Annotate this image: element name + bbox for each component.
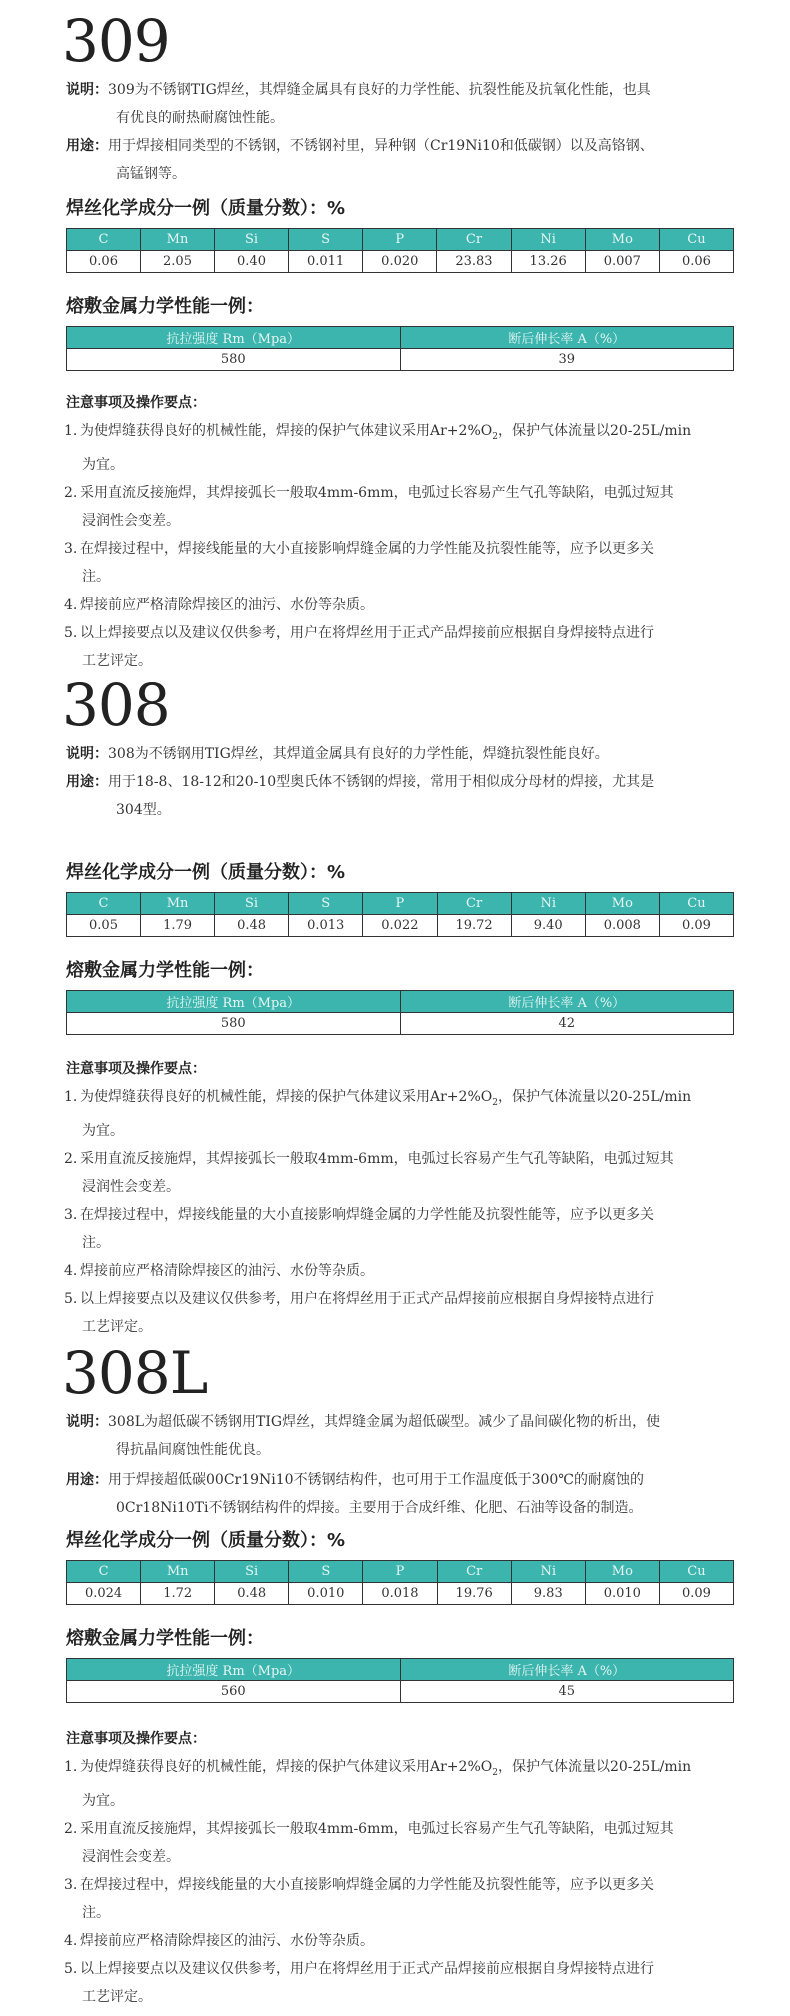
note-number: 2. [64,1150,78,1167]
description-text-1: 309为不锈钢TIG焊丝，其焊缝金属具有良好的力学性能、抗裂性能及抗氧化性能，也具 [108,82,651,98]
table-header-cell: 抗拉强度 Rm（Mpa） [67,991,401,1013]
table-header-cell: 抗拉强度 Rm（Mpa） [67,1659,401,1681]
description-label: 说明： [66,1414,108,1430]
table-header-row [67,229,734,251]
note-text: 在焊接过程中，焊接线能量的大小直接影响焊缝金属的力学性能及抗裂性能等，应予以更多关 [80,540,654,557]
note-text: 以上焊接要点以及建议仅供参考，用户在将焊丝用于正式产品焊接前应根据自身焊接特点进行 [80,1290,654,1307]
note-subscript: 2 [492,1767,498,1778]
note-number: 4. [64,1262,78,1279]
table-header-cell: Mo [585,893,659,915]
table-header-row [67,893,734,915]
usage-text-1: 用于焊接相同类型的不锈钢，不锈钢衬里，异种钢（Cr19Ni10和低碳钢）以及高铬钢、 [108,138,654,154]
table-cell: 42 [400,1013,734,1035]
table-cell: 45 [400,1681,734,1703]
table-cell: 0.007 [585,251,659,273]
note-text: 采用直流反接施焊，其焊接弧长一般取4mm-6mm，电弧过长容易产生气孔等缺陷，电弧过短其 [80,484,674,501]
table-cell: 0.48 [215,915,289,937]
table-cell: 0.008 [585,915,659,937]
table-cell: 13.26 [511,251,585,273]
mechanical-properties-table [66,326,734,371]
table-header-cell: Ni [511,1561,585,1583]
note-text: 焊接前应严格清除焊接区的油污、水份等杂质。 [80,596,374,613]
table-header-cell: Cr [437,229,511,251]
table-cell: 560 [67,1681,401,1703]
note-text: ，保护气体流量以20-25L/min [497,423,692,439]
chemical-composition-title: 焊丝化学成分一例（质量分数）：% [66,1530,346,1551]
note-number: 1. [64,423,78,439]
table-header-cell: S [289,893,363,915]
note-text: 为使焊缝获得良好的机械性能，焊接的保护气体建议采用Ar+2%O [80,423,493,439]
note-item [64,1927,754,1955]
table-cell: 9.83 [511,1583,585,1605]
table-row [67,1583,734,1605]
table-header-cell: P [363,229,437,251]
table-row [67,1013,734,1035]
table-header-cell: Cr [437,1561,511,1583]
table-header-cell: S [289,1561,363,1583]
usage-text-2: 0Cr18Ni10Ti不锈钢结构件的焊接。主要用于合成纤维、化肥、石油等设备的制造。 [116,1500,643,1516]
table-row [67,915,734,937]
notes-list [64,1753,754,2011]
note-item [64,1083,754,1145]
note-item [64,1753,754,1815]
table-header-cell: 断后伸长率 A（%） [400,327,734,349]
grade-title: 308L [62,1339,208,1407]
table-header-cell: Si [215,229,289,251]
table-cell: 0.010 [585,1583,659,1605]
table-cell: 580 [67,349,401,371]
note-number: 3. [64,1876,78,1893]
mechanical-properties-table [66,990,734,1035]
note-text: ，保护气体流量以20-25L/min [497,1759,692,1775]
note-number: 5. [64,1290,78,1307]
description-text-2: 得抗晶间腐蚀性能优良。 [116,1442,270,1458]
table-header-cell: P [363,1561,437,1583]
table-header-cell: Cu [659,893,733,915]
description [66,76,756,132]
table-header-cell: 断后伸长率 A（%） [400,991,734,1013]
note-text: 以上焊接要点以及建议仅供参考，用户在将焊丝用于正式产品焊接前应根据自身焊接特点进行 [80,1960,654,1977]
note-text-cont: 为宜。 [82,1792,124,1809]
note-text-cont: 注。 [82,1904,110,1921]
note-number: 5. [64,1960,78,1977]
table-header-cell: Mn [141,229,215,251]
usage-text-2: 高锰钢等。 [116,166,186,182]
table-cell: 0.09 [659,915,733,937]
table-cell: 0.05 [67,915,141,937]
table-cell: 19.72 [437,915,511,937]
table-cell: 9.40 [511,915,585,937]
table-header-cell: 断后伸长率 A（%） [400,1659,734,1681]
note-number: 2. [64,484,78,501]
table-row [67,1681,734,1703]
table-cell: 0.013 [289,915,363,937]
note-item [64,1257,754,1285]
chemical-composition-table [66,892,734,937]
mechanical-properties-table [66,1658,734,1703]
table-header-cell: C [67,229,141,251]
mechanical-properties-title: 熔敷金属力学性能一例： [66,296,264,317]
note-text-cont: 浸润性会变差。 [82,512,180,529]
table-header-cell: Cr [437,893,511,915]
table-cell: 0.024 [67,1583,141,1605]
chemical-composition-table [66,228,734,273]
note-text-cont: 浸润性会变差。 [82,1848,180,1865]
note-item [64,619,754,675]
usage-label: 用途： [66,1472,108,1488]
chemical-composition-title: 焊丝化学成分一例（质量分数）：% [66,198,346,219]
table-cell: 0.09 [659,1583,733,1605]
table-row [67,349,734,371]
description-label: 说明： [66,82,108,98]
usage [66,132,756,188]
note-number: 3. [64,1206,78,1223]
note-item [64,1955,754,2011]
note-number: 2. [64,1820,78,1837]
table-cell: 2.05 [141,251,215,273]
description [66,740,756,768]
note-text: 采用直流反接施焊，其焊接弧长一般取4mm-6mm，电弧过长容易产生气孔等缺陷，电弧过短其 [80,1150,674,1167]
note-text: 为使焊缝获得良好的机械性能，焊接的保护气体建议采用Ar+2%O [80,1759,493,1775]
description [66,1408,756,1464]
note-number: 4. [64,1932,78,1949]
table-cell: 1.72 [141,1583,215,1605]
usage-text-1: 用于焊接超低碳00Cr19Ni10不锈钢结构件，也可用于工作温度低于300℃的耐腐蚀的 [108,1472,644,1488]
table-header-cell: Mo [585,229,659,251]
note-item [64,417,754,479]
note-number: 5. [64,624,78,641]
table-cell: 0.48 [215,1583,289,1605]
note-item [64,1815,754,1871]
note-text: 在焊接过程中，焊接线能量的大小直接影响焊缝金属的力学性能及抗裂性能等，应予以更多关 [80,1206,654,1223]
table-header-row [67,327,734,349]
usage-label: 用途： [66,774,108,790]
note-text: 以上焊接要点以及建议仅供参考，用户在将焊丝用于正式产品焊接前应根据自身焊接特点进行 [80,624,654,641]
table-header-cell: S [289,229,363,251]
note-text-cont: 注。 [82,568,110,585]
note-subscript: 2 [492,431,498,442]
table-row [67,251,734,273]
note-number: 1. [64,1089,78,1105]
table-header-cell: C [67,893,141,915]
table-cell: 0.06 [659,251,733,273]
note-item [64,1201,754,1257]
usage [66,1466,756,1522]
table-header-cell: Cu [659,1561,733,1583]
note-text-cont: 为宜。 [82,1122,124,1139]
table-cell: 0.022 [363,915,437,937]
note-text: 采用直流反接施焊，其焊接弧长一般取4mm-6mm，电弧过长容易产生气孔等缺陷，电弧过短其 [80,1820,674,1837]
mechanical-properties-title: 熔敷金属力学性能一例： [66,960,264,981]
usage-text-2: 304型。 [116,802,171,818]
table-header-cell: Mn [141,1561,215,1583]
table-header-row [67,1659,734,1681]
note-item [64,1871,754,1927]
note-subscript: 2 [492,1097,498,1108]
table-cell: 0.018 [363,1583,437,1605]
note-number: 4. [64,596,78,613]
note-item [64,535,754,591]
usage [66,768,756,824]
note-item [64,1145,754,1201]
table-cell: 23.83 [437,251,511,273]
description-label: 说明： [66,746,108,762]
table-header-cell: Ni [511,893,585,915]
usage-text-1: 用于18-8、18-12和20-10型奥氏体不锈钢的焊接，常用于相似成分母材的焊接，尤其是 [108,774,655,790]
note-text: 焊接前应严格清除焊接区的油污、水份等杂质。 [80,1932,374,1949]
table-header-cell: Mo [585,1561,659,1583]
note-number: 1. [64,1759,78,1775]
note-text: 焊接前应严格清除焊接区的油污、水份等杂质。 [80,1262,374,1279]
note-text: 为使焊缝获得良好的机械性能，焊接的保护气体建议采用Ar+2%O [80,1089,493,1105]
note-text-cont: 工艺评定。 [82,652,152,669]
chemical-composition-table [66,1560,734,1605]
table-header-cell: Mn [141,893,215,915]
grade-title: 308 [62,671,170,739]
table-cell: 0.06 [67,251,141,273]
table-cell: 580 [67,1013,401,1035]
notes-list [64,417,754,675]
mechanical-properties-title: 熔敷金属力学性能一例： [66,1628,264,1649]
table-header-cell: Cu [659,229,733,251]
grade-title: 309 [62,7,170,75]
notes-title: 注意事项及操作要点： [66,1061,206,1077]
note-text-cont: 注。 [82,1234,110,1251]
chemical-composition-title: 焊丝化学成分一例（质量分数）：% [66,862,346,883]
table-cell: 0.010 [289,1583,363,1605]
table-header-cell: P [363,893,437,915]
note-number: 3. [64,540,78,557]
note-item [64,1285,754,1341]
notes-title: 注意事项及操作要点： [66,1731,206,1747]
note-text-cont: 工艺评定。 [82,1988,152,2005]
note-item [64,591,754,619]
table-cell: 19.76 [437,1583,511,1605]
usage-label: 用途： [66,138,108,154]
note-text-cont: 为宜。 [82,456,124,473]
table-header-cell: 抗拉强度 Rm（Mpa） [67,327,401,349]
notes-title: 注意事项及操作要点： [66,395,206,411]
description-text-1: 308L为超低碳不锈钢用TIG焊丝，其焊缝金属为超低碳型。减少了晶间碳化物的析出，使 [108,1414,661,1430]
table-header-cell: Si [215,893,289,915]
description-text-2: 有优良的耐热耐腐蚀性能。 [116,110,284,126]
table-cell: 39 [400,349,734,371]
note-text: 在焊接过程中，焊接线能量的大小直接影响焊缝金属的力学性能及抗裂性能等，应予以更多关 [80,1876,654,1893]
table-cell: 0.011 [289,251,363,273]
table-header-row [67,1561,734,1583]
table-header-cell: Si [215,1561,289,1583]
table-header-cell: C [67,1561,141,1583]
notes-list [64,1083,754,1341]
note-text: ，保护气体流量以20-25L/min [497,1089,692,1105]
description-text-1: 308为不锈钢用TIG焊丝，其焊道金属具有良好的力学性能，焊缝抗裂性能良好。 [108,746,609,762]
table-cell: 0.40 [215,251,289,273]
note-text-cont: 浸润性会变差。 [82,1178,180,1195]
table-header-cell: Ni [511,229,585,251]
table-cell: 0.020 [363,251,437,273]
table-header-row [67,991,734,1013]
note-item [64,479,754,535]
note-text-cont: 工艺评定。 [82,1318,152,1335]
table-cell: 1.79 [141,915,215,937]
